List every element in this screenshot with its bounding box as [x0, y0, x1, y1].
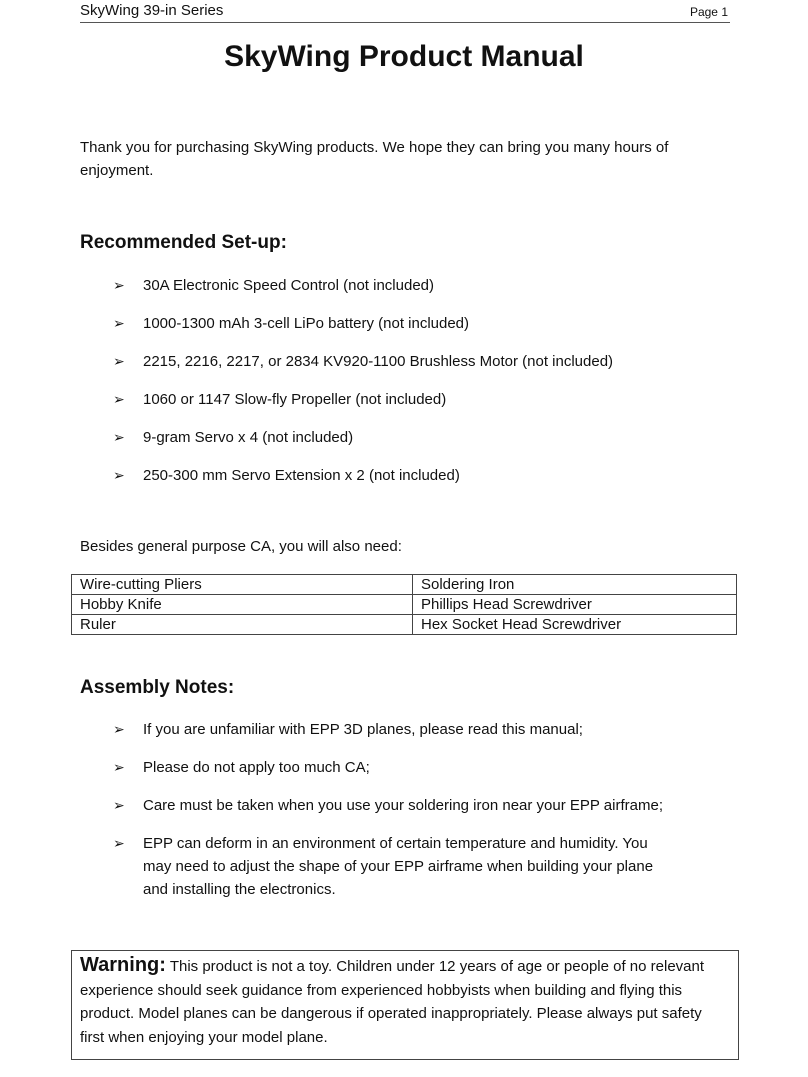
bullet-arrow-icon: ➢: [113, 797, 125, 813]
bullet-arrow-icon: ➢: [113, 391, 125, 407]
bullet-arrow-icon: ➢: [113, 353, 125, 369]
header-series: SkyWing 39-in Series: [80, 2, 224, 19]
tools-table: [71, 574, 737, 635]
header-page-number: Page 1: [689, 5, 728, 19]
bullet-arrow-icon: ➢: [113, 721, 125, 737]
bullet-arrow-icon: ➢: [113, 277, 125, 293]
setup-item: ➢ 1000-1300 mAh 3-cell LiPo battery (not included): [80, 312, 740, 335]
setup-item: ➢ 2215, 2216, 2217, or 2834 KV920-1100 Brushless Motor (not included): [80, 350, 740, 373]
bullet-arrow-icon: ➢: [113, 315, 125, 331]
table-cell: Hobby Knife: [72, 595, 413, 615]
table-cell: Soldering Iron: [413, 575, 737, 595]
assembly-item: ➢ Care must be taken when you use your soldering iron near your EPP airframe;: [80, 794, 740, 817]
table-cell: Ruler: [72, 615, 413, 635]
table-row: [72, 615, 737, 635]
setup-item: ➢ 30A Electronic Speed Control (not included): [80, 274, 740, 297]
assembly-heading: Assembly Notes:: [80, 677, 235, 698]
table-row: [72, 575, 737, 595]
warning-box: [71, 950, 739, 1060]
intro-paragraph: Thank you for purchasing SkyWing products. We hope they can bring you many hours of enjoyment.: [80, 139, 669, 179]
setup-list: [80, 274, 740, 487]
assembly-list: [80, 718, 740, 901]
table-cell: Hex Socket Head Screwdriver: [413, 615, 737, 635]
setup-item: ➢ 9-gram Servo x 4 (not included): [80, 426, 740, 449]
table-row: [72, 595, 737, 615]
assembly-item: ➢ EPP can deform in an environment of certain temperature and humidity. You may need to adjust the shape of your EPP airframe when building your plane and installing the electronics.: [80, 832, 740, 901]
setup-item: ➢ 250-300 mm Servo Extension x 2 (not included): [80, 464, 740, 487]
bullet-arrow-icon: ➢: [113, 835, 125, 851]
bullet-arrow-icon: ➢: [113, 467, 125, 483]
table-cell: Wire-cutting Pliers: [72, 575, 413, 595]
assembly-item: ➢ If you are unfamiliar with EPP 3D planes, please read this manual;: [80, 718, 740, 741]
assembly-item: ➢ Please do not apply too much CA;: [80, 756, 740, 779]
bullet-arrow-icon: ➢: [113, 759, 125, 775]
tools-intro: Besides general purpose CA, you will also need:: [80, 538, 402, 555]
setup-item: ➢ 1060 or 1147 Slow-fly Propeller (not included): [80, 388, 740, 411]
warning-label: Warning:: [80, 954, 166, 976]
page-header: [80, 2, 730, 23]
table-cell: Phillips Head Screwdriver: [413, 595, 737, 615]
page-title: SkyWing Product Manual: [224, 40, 584, 73]
setup-heading: Recommended Set-up:: [80, 232, 287, 253]
warning-text: This product is not a toy. Children under 12 years of age or people of no relevant experience should seek guidance from experienced hobbyists when building and flying this product. Model planes can be dangerous if operated inappropriately. Please always put safety first when enjoying your model plane.: [80, 958, 705, 1046]
bullet-arrow-icon: ➢: [113, 429, 125, 445]
